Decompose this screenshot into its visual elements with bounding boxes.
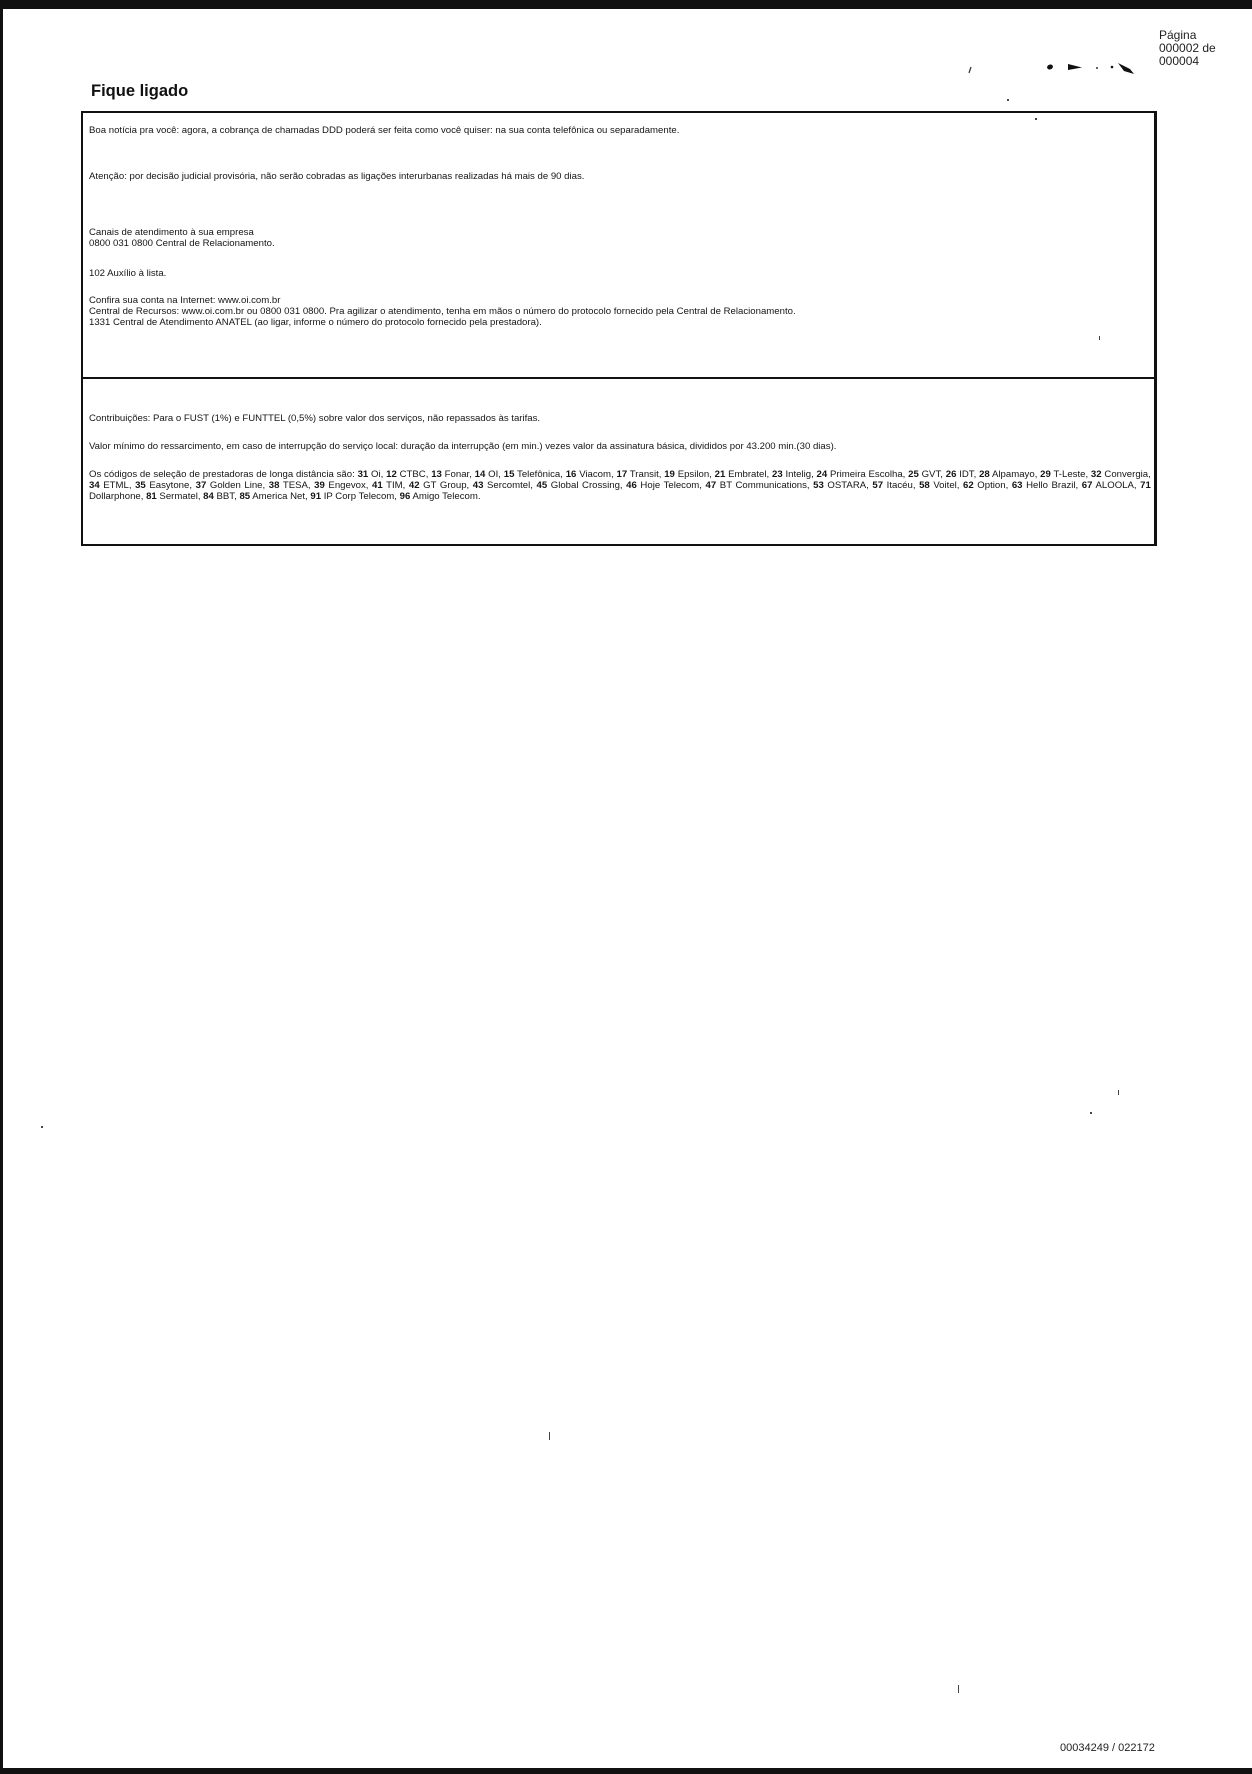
carrier-item xyxy=(239,491,305,502)
carrier-code: 16 xyxy=(565,469,577,480)
carrier-item xyxy=(475,469,499,480)
carrier-code: 84 xyxy=(203,491,214,503)
scan-top-edge xyxy=(0,0,1252,9)
carrier-item xyxy=(372,480,403,491)
carrier-code: 28 xyxy=(979,469,990,480)
document-code: 00034249 / 022172 xyxy=(1060,1742,1155,1754)
carrier-item xyxy=(772,469,811,480)
scan-marks xyxy=(960,58,1145,78)
carrier-name: Sermatel xyxy=(156,491,198,503)
carrier-item xyxy=(566,469,611,480)
carrier-item xyxy=(706,480,807,491)
carrier-name: Global Crossing xyxy=(547,480,620,492)
carrier-name: Easytone xyxy=(145,480,190,492)
carrier-name: Golden Line xyxy=(206,480,263,492)
carrier-list: 31 Oi, 12 CTBC, 13 Fonar, 14 OI, 15 Telefônica, 16 Viacom, 17 Transit, 19 Epsilon, 21 Embratel, 23 Intelig, 24 Primeira Escolha, 25 GVT, 26 IDT, 28 Alpamayo, 29 T-Leste, 32 Convergia, 34 ETML, 35 Easytone, 37 Golden Line, 38 TESA, 39 Engevox, 41 TIM, 42 GT Group, 43 Sercomtel, 45 Global Crossing, 46 Hoje Telecom, 47 BT Communications, 53 OSTARA, 57 Itacéu, 58 Voitel, 62 Option, 63 Hello Brazil, 67 ALOOLA, 71 Dollarphone, 81 Sermatel, 84 BBT, 85 America Net, 91 IP Corp Telecom, 96 Amigo Telecom. xyxy=(89,469,1151,503)
central-recursos-text: Central de Recursos: www.oi.com.br ou 0800 031 0800. Pra agilizar o atendimento, tenha em mãos o número do protocolo fornecido pela Central de Relacionamento. xyxy=(89,306,796,317)
scan-speck xyxy=(1118,1090,1119,1095)
scan-bottom-edge xyxy=(0,1768,1252,1774)
carrier-name: ALOOLA xyxy=(1092,480,1134,492)
carrier-name: CTBC xyxy=(396,469,426,480)
carrier-name: America Net xyxy=(250,491,306,503)
carrier-name: Sercomtel xyxy=(483,480,531,492)
carrier-name: Amigo Telecom xyxy=(410,491,478,503)
valor-minimo-text: Valor mínimo do ressarcimento, em caso de interrupção do serviço local: duração da interrupção (em min.) vezes valor da assinatura básica, divididos por 43.200 min.(30 dias). xyxy=(89,441,837,452)
carrier-name: Itacéu xyxy=(883,480,913,492)
carrier-code: 42 xyxy=(408,480,420,492)
carrier-name: Alpamayo xyxy=(989,469,1035,480)
carrier-item xyxy=(1040,469,1085,480)
carrier-code: 63 xyxy=(1011,480,1023,492)
carrier-code: 81 xyxy=(146,491,157,503)
carrier-code: 67 xyxy=(1081,480,1093,492)
carrier-item xyxy=(1082,480,1134,491)
carrier-codes-paragraph xyxy=(89,469,1151,503)
carrier-item xyxy=(203,491,234,502)
anatel-text: 1331 Central de Atendimento ANATEL (ao ligar, informe o número do protocolo fornecido pela prestadora). xyxy=(89,317,542,328)
carrier-item xyxy=(919,480,957,491)
carrier-name: ETML xyxy=(99,480,129,492)
carrier-name: Embratel xyxy=(725,469,767,480)
carrier-name: TIM xyxy=(382,480,403,492)
atencao-text: Atenção: por decisão judicial provisória, não serão cobradas as ligações interurbanas realizadas há mais de 90 dias. xyxy=(89,171,585,182)
scan-speck xyxy=(41,1126,43,1128)
carrier-code: 91 xyxy=(310,491,322,503)
carrier-item xyxy=(1012,480,1076,491)
carrier-item xyxy=(664,469,709,480)
carrier-item xyxy=(626,480,699,491)
carrier-item xyxy=(1091,469,1148,480)
carrier-name: Hello Brazil xyxy=(1022,480,1076,492)
carrier-name: Transit xyxy=(627,469,659,480)
page-label: Página xyxy=(1159,28,1197,42)
carrier-code: 14 xyxy=(474,469,486,480)
carrier-code: 96 xyxy=(399,491,411,503)
carrier-code: 26 xyxy=(945,469,957,480)
carrier-item xyxy=(872,480,912,491)
carrier-name: TESA xyxy=(279,480,308,492)
scan-speck xyxy=(1007,99,1009,101)
carrier-item xyxy=(310,491,394,502)
carrier-code: 41 xyxy=(372,480,383,492)
scan-speck xyxy=(1099,336,1100,340)
canais-phone: 0800 031 0800 Central de Relacionamento. xyxy=(89,238,275,249)
carrier-code: 31 xyxy=(357,469,369,480)
carrier-name: Primeira Escolha xyxy=(827,469,903,480)
canais-title: Canais de atendimento à sua empresa xyxy=(89,227,254,238)
auxilio-text: 102 Auxílio à lista. xyxy=(89,268,167,279)
carrier-item xyxy=(146,491,198,502)
carrier-name: Voitel xyxy=(929,480,957,492)
carrier-code: 25 xyxy=(908,469,919,480)
carrier-item xyxy=(963,480,1006,491)
carrier-code: 21 xyxy=(714,469,726,480)
carrier-name: Hoje Telecom xyxy=(636,480,700,492)
carrier-name: Convergia xyxy=(1101,469,1149,480)
carrier-code: 29 xyxy=(1040,469,1051,480)
carrier-item xyxy=(817,469,903,480)
carrier-name: Engevox xyxy=(324,480,366,492)
carrier-code: 15 xyxy=(503,469,515,480)
carrier-code: 19 xyxy=(664,469,675,480)
carrier-item xyxy=(979,469,1035,480)
confira-text: Confira sua conta na Internet: www.oi.com.br xyxy=(89,295,281,306)
contribuicoes-text: Contribuições: Para o FUST (1%) e FUNTTEL (0,5%) sobre valor dos serviços, não repassados às tarifas. xyxy=(89,413,541,424)
carrier-code: 12 xyxy=(386,469,397,480)
carrier-codes-intro: Os códigos de seleção de prestadoras de longa distância são: xyxy=(89,469,355,480)
carrier-item xyxy=(946,469,974,480)
carrier-item xyxy=(616,469,658,480)
scan-left-edge xyxy=(0,0,3,1774)
page-number xyxy=(1159,29,1216,68)
scan-speck xyxy=(1035,118,1037,120)
carrier-code: 45 xyxy=(536,480,548,492)
carrier-name: Option xyxy=(973,480,1006,492)
carrier-name: Telefônica xyxy=(514,469,561,480)
carrier-name: OSTARA xyxy=(823,480,867,492)
carrier-code: 24 xyxy=(816,469,828,480)
carrier-code: 34 xyxy=(89,480,100,492)
carrier-name: Fonar xyxy=(441,469,470,480)
carrier-code: 38 xyxy=(268,480,280,492)
carrier-name: BBT xyxy=(213,491,235,503)
carrier-code: 39 xyxy=(314,480,325,492)
scan-speck xyxy=(958,1685,959,1693)
section-title: Fique ligado xyxy=(91,82,189,100)
carrier-item xyxy=(908,469,940,480)
carrier-code: 32 xyxy=(1090,469,1102,480)
carrier-name: IP Corp Telecom xyxy=(321,491,395,503)
carrier-item xyxy=(504,469,561,480)
notice-box xyxy=(81,111,1157,546)
carrier-item xyxy=(715,469,767,480)
carrier-code: 57 xyxy=(872,480,884,492)
carrier-item xyxy=(813,480,866,491)
carrier-item xyxy=(409,480,467,491)
carrier-name: IDT xyxy=(956,469,974,480)
carrier-item xyxy=(473,480,530,491)
carrier-name: Epsilon xyxy=(674,469,710,480)
carrier-code: 43 xyxy=(472,480,484,492)
carrier-code: 46 xyxy=(626,480,637,492)
carrier-item xyxy=(536,480,619,491)
boa-noticia-text: Boa notícia pra você: agora, a cobrança de chamadas DDD poderá ser feita como você quiser: na sua conta telefônica ou separadamente. xyxy=(89,125,680,136)
page-current: 000002 de xyxy=(1159,41,1216,55)
carrier-code: 47 xyxy=(705,480,717,492)
carrier-code: 62 xyxy=(963,480,974,492)
carrier-name: OI xyxy=(485,469,499,480)
carrier-code: 23 xyxy=(771,469,783,480)
carrier-item xyxy=(400,491,478,502)
carrier-name: T-Leste xyxy=(1050,469,1086,480)
scan-speck xyxy=(1090,1112,1092,1114)
carrier-code: 58 xyxy=(919,480,930,492)
carrier-code: 37 xyxy=(195,480,207,492)
box-divider xyxy=(83,377,1154,379)
carrier-name: Dollarphone xyxy=(89,491,141,503)
carrier-name: GVT xyxy=(918,469,941,480)
carrier-item xyxy=(135,480,189,491)
carrier-code: 85 xyxy=(239,491,251,503)
carrier-item xyxy=(358,469,381,480)
carrier-item xyxy=(314,480,366,491)
carrier-item xyxy=(269,480,308,491)
carrier-code: 71 xyxy=(1140,480,1151,492)
carrier-name: GT Group xyxy=(419,480,467,492)
carrier-name: Oi xyxy=(368,469,381,480)
carrier-code: 13 xyxy=(431,469,442,480)
carrier-item xyxy=(196,480,263,491)
carrier-code: 17 xyxy=(616,469,628,480)
carrier-code: 53 xyxy=(813,480,824,492)
carrier-code: 35 xyxy=(135,480,146,492)
carrier-name: BT Communications xyxy=(716,480,807,492)
page-total: 000004 xyxy=(1159,54,1200,68)
carrier-item xyxy=(431,469,469,480)
carrier-item xyxy=(89,480,129,491)
scan-speck xyxy=(549,1432,550,1440)
carrier-item xyxy=(386,469,426,480)
carrier-name: Intelig xyxy=(782,469,812,480)
carrier-name: Viacom xyxy=(576,469,612,480)
